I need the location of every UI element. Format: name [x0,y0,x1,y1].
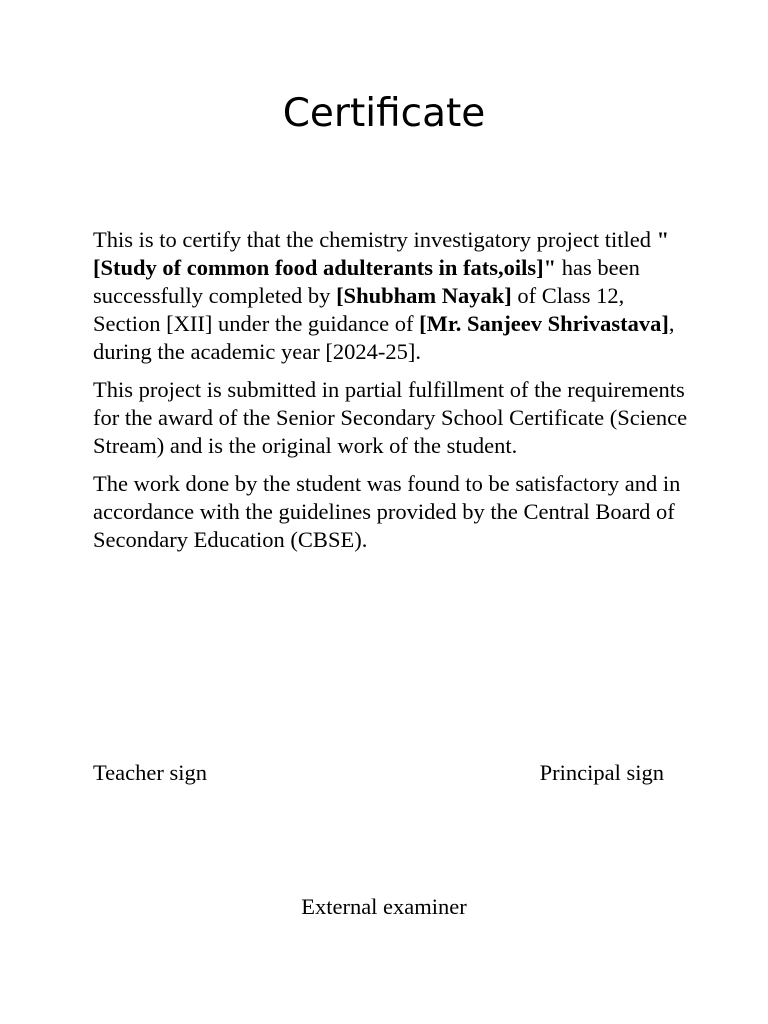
external-examiner-label: External examiner [301,894,467,919]
certificate-body [93,226,693,564]
submission-paragraph: This project is submitted in partial fulfillment of the requirements for the award of the Senior Secondary School Certificate (Science Stream) and is the original work of the student. [93,377,688,458]
principal-signature-label: Principal sign [539,760,664,785]
teacher-signature-label: Teacher sign [93,760,207,785]
student-name: [Shubham Nayak] [336,283,512,308]
project-title: "[Study of common food adulterants in fats,oils]" [93,227,670,280]
paragraph-text: , during the academic year [2024-25]. [93,311,675,364]
paragraph-text: of Class 12, Section [XII] under the guidance of [93,283,625,336]
paragraph-text: This is to certify that the chemistry investigatory project titled [93,227,657,252]
paragraph-text: has been successfully completed by [93,255,640,308]
evaluation-paragraph: The work done by the student was found to be satisfactory and in accordance with the guidelines provided by the Central Board of Secondary Education (CBSE). [93,471,681,552]
teacher-name: [Mr. Sanjeev Shrivastava] [419,311,669,336]
certificate-title: Certificate [282,91,486,136]
certification-paragraph [93,226,693,366]
